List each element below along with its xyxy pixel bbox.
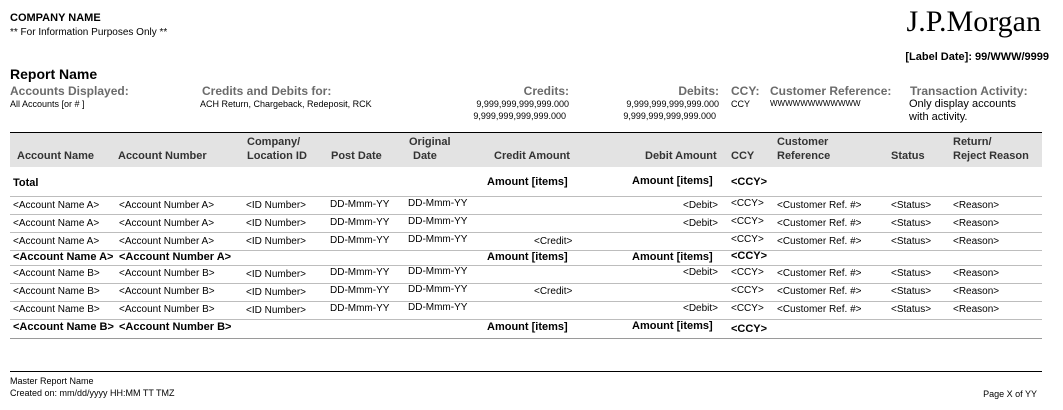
subtotal-debit: Amount [items]	[632, 251, 713, 263]
table-row[interactable]	[10, 233, 1042, 251]
table-row[interactable]	[10, 197, 1042, 215]
ccy: <CCY>	[731, 267, 764, 278]
reason: <Reason>	[953, 218, 1000, 229]
customer-ref: <Customer Ref. #>	[777, 304, 862, 315]
col-credit-amount: Credit Amount	[494, 150, 570, 162]
post-date: DD-Mmm-YY	[330, 285, 390, 296]
original-date: DD-Mmm-YY	[408, 302, 468, 313]
table-row[interactable]	[10, 215, 1042, 233]
subtotal-ccy: <CCY>	[731, 323, 768, 335]
status: <Status>	[891, 236, 932, 247]
id-number: <ID Number>	[246, 200, 307, 211]
col-company-l1: Company/	[247, 136, 301, 148]
subtotal-credit: Amount [items]	[487, 251, 568, 263]
post-date: DD-Mmm-YY	[330, 235, 390, 246]
accounts-displayed-label: Accounts Displayed:	[10, 84, 129, 98]
subtotal-debit: Amount [items]	[632, 320, 713, 332]
account-number: <Account Number B>	[119, 304, 215, 315]
original-date: DD-Mmm-YY	[408, 284, 468, 295]
info-note: ** For Information Purposes Only **	[10, 27, 168, 38]
post-date: DD-Mmm-YY	[330, 267, 390, 278]
col-company-l2: Location ID	[247, 150, 307, 162]
ccy-label: CCY:	[731, 84, 760, 98]
debits-value-2: 9,999,999,999,999.000	[623, 111, 716, 121]
credit-amount: <Credit>	[534, 236, 573, 247]
ccy: <CCY>	[731, 234, 764, 245]
status: <Status>	[891, 304, 932, 315]
account-number: <Account Number A>	[119, 200, 215, 211]
master-report-name: Master Report Name	[10, 376, 94, 386]
account-name: <Account Name A>	[13, 236, 100, 247]
account-number: <Account Number A>	[119, 236, 215, 247]
original-date: DD-Mmm-YY	[408, 198, 468, 209]
ccy: <CCY>	[731, 216, 764, 227]
account-name: <Account Name A>	[13, 218, 100, 229]
debits-value-1: 9,999,999,999,999.000	[626, 99, 719, 109]
customer-ref: <Customer Ref. #>	[777, 236, 862, 247]
debits-label: Debits:	[678, 84, 719, 98]
account-name: <Account Name B>	[13, 304, 100, 315]
customer-ref: <Customer Ref. #>	[777, 286, 862, 297]
col-account-number: Account Number	[118, 150, 207, 162]
table-row[interactable]	[10, 302, 1042, 320]
subtotal-credit: Amount [items]	[487, 321, 568, 333]
credits-value-2: 9,999,999,999,999.000	[473, 111, 566, 121]
account-name: <Account Name B>	[13, 268, 100, 279]
total-label: Total	[13, 177, 39, 189]
reason: <Reason>	[953, 268, 1000, 279]
debit-amount: <Debit>	[683, 267, 719, 278]
table-total-row	[10, 170, 1042, 197]
report-title: Report Name	[10, 66, 98, 82]
subtotal-ccy: <CCY>	[731, 250, 768, 262]
credits-label: Credits:	[523, 84, 569, 98]
id-number: <ID Number>	[246, 305, 307, 316]
col-status: Status	[891, 150, 925, 162]
reason: <Reason>	[953, 236, 1000, 247]
account-number: <Account Number A>	[119, 218, 215, 229]
col-original-l2: Date	[413, 150, 437, 162]
customer-ref: <Customer Ref. #>	[777, 218, 862, 229]
id-number: <ID Number>	[246, 218, 307, 229]
subtotal-account-number: <Account Number B>	[119, 321, 232, 333]
customer-reference-value: WWWWWWWWWWWW	[770, 99, 861, 108]
subtotal-account-number: <Account Number A>	[119, 251, 232, 263]
ccy: <CCY>	[731, 198, 764, 209]
account-number: <Account Number B>	[119, 268, 215, 279]
credits-value-1: 9,999,999,999,999.000	[476, 99, 569, 109]
customer-ref: <Customer Ref. #>	[777, 268, 862, 279]
post-date: DD-Mmm-YY	[330, 199, 390, 210]
table-row[interactable]	[10, 284, 1042, 302]
status: <Status>	[891, 286, 932, 297]
total-ccy: <CCY>	[731, 176, 768, 188]
debit-amount: <Debit>	[683, 200, 719, 211]
customer-reference-label: Customer Reference:	[770, 84, 892, 98]
total-credit: Amount [items]	[487, 176, 568, 188]
account-name: <Account Name A>	[13, 200, 100, 211]
jpmorgan-logo: J.P.Morgan	[906, 5, 1041, 38]
status: <Status>	[891, 268, 932, 279]
col-return-l1: Return/	[953, 136, 992, 148]
transaction-activity-label: Transaction Activity:	[910, 84, 1028, 98]
footer-divider	[10, 371, 1042, 372]
account-name: <Account Name B>	[13, 286, 100, 297]
ccy-value: CCY	[731, 99, 751, 109]
transaction-activity-value: Only display accounts with activity.	[909, 98, 1016, 123]
col-custref-l1: Customer	[777, 136, 829, 148]
id-number: <ID Number>	[246, 236, 307, 247]
original-date: DD-Mmm-YY	[408, 216, 468, 227]
created-on: Created on: mm/dd/yyyy HH:MM TT TMZ	[10, 388, 175, 398]
table-subtotal-row	[10, 320, 1042, 339]
col-original-l1: Original	[409, 136, 451, 148]
page-number: Page X of YY	[983, 389, 1037, 399]
label-date: [Label Date]: 99/WWW/9999	[905, 51, 1049, 63]
debit-amount: <Debit>	[683, 218, 719, 229]
credits-debits-label: Credits and Debits for:	[202, 84, 332, 98]
status: <Status>	[891, 200, 932, 211]
post-date: DD-Mmm-YY	[330, 217, 390, 228]
total-debit: Amount [items]	[632, 175, 713, 187]
post-date: DD-Mmm-YY	[330, 303, 390, 314]
col-post-date: Post Date	[331, 150, 382, 162]
subtotal-account-name: <Account Name B>	[13, 321, 114, 333]
col-ccy: CCY	[731, 150, 755, 162]
company-name: COMPANY NAME	[10, 12, 101, 24]
reason: <Reason>	[953, 304, 1000, 315]
ccy: <CCY>	[731, 303, 764, 314]
col-return-l2: Reject Reason	[953, 150, 1029, 162]
customer-ref: <Customer Ref. #>	[777, 200, 862, 211]
credit-amount: <Credit>	[534, 286, 573, 297]
accounts-displayed-value: All Accounts [or # ]	[10, 99, 85, 109]
subtotal-account-name: <Account Name A>	[13, 251, 114, 263]
original-date: DD-Mmm-YY	[408, 266, 468, 277]
col-debit-amount: Debit Amount	[645, 150, 717, 162]
reason: <Reason>	[953, 286, 1000, 297]
reason: <Reason>	[953, 200, 1000, 211]
col-custref-l2: Reference	[777, 150, 831, 162]
id-number: <ID Number>	[246, 269, 307, 280]
table-header	[10, 132, 1042, 167]
ccy: <CCY>	[731, 285, 764, 296]
col-account-name: Account Name	[17, 150, 95, 162]
table-row[interactable]	[10, 266, 1042, 284]
original-date: DD-Mmm-YY	[408, 234, 468, 245]
credits-debits-value: ACH Return, Chargeback, Redeposit, RCK	[200, 99, 372, 109]
account-number: <Account Number B>	[119, 286, 215, 297]
debit-amount: <Debit>	[683, 303, 719, 314]
table-subtotal-row	[10, 251, 1042, 266]
status: <Status>	[891, 218, 932, 229]
id-number: <ID Number>	[246, 287, 307, 298]
